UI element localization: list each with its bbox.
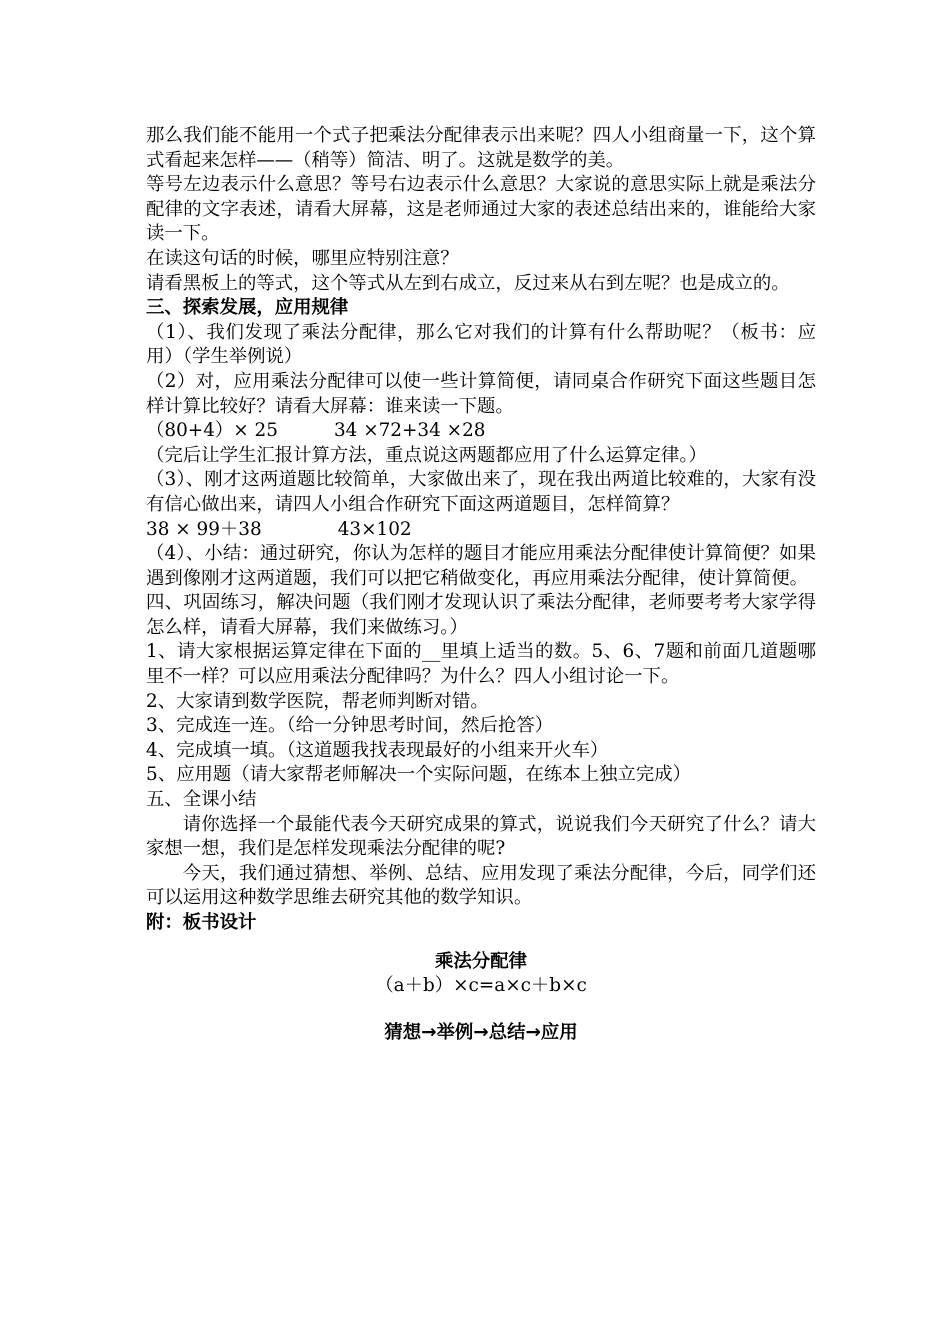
expression-1a: （80+4）× 25 — [146, 420, 278, 442]
step-2: （2）对，应用乘法分配律可以使一些计算简便，请同桌合作研究下面这些题目怎样计算比较好？请看大屏幕：谁来读一下题。 — [146, 370, 816, 417]
expression-row-1 — [146, 419, 816, 444]
exercise-3: 3、完成连一连。（给一分钟思考时间，然后抢答） — [146, 715, 554, 737]
section-heading-3: 三、探索发展，应用规律 — [146, 297, 349, 319]
paragraph-equation-meaning: 等号左边表示什么意思？等号右边表示什么意思？大家说的意思实际上就是乘法分配律的文字表述，请看大屏幕，这是老师通过大家的表述总结出来的，谁能给大家读一下。 — [146, 174, 816, 245]
step-1: （1）、我们发现了乘法分配律，那么它对我们的计算有什么帮助呢？（板书：应用）（学生举例说） — [146, 321, 816, 368]
exercise-4: 4、完成填一填。（这道题我找表现最好的小组来开火车） — [146, 739, 609, 761]
summary-paragraph-2: 今天，我们通过猜想、举例、总结、应用发现了乘法分配律，今后，同学们还可以运用这种数学思维去研究其他的数学知识。 — [146, 862, 816, 909]
section-heading-5: 五、全课小结 — [146, 789, 257, 811]
board-formula: （a＋b）×c=a×c＋b×c — [375, 975, 587, 997]
board-steps: 猜想→举例→总结→应用 — [384, 1021, 578, 1043]
exercise-1: 1、请大家根据运算定律在下面的__里填上适当的数。5、6、7题和前面几道题哪里不一样？可以应用乘法分配律吗？为什么？四人小组讨论一下。 — [146, 641, 816, 688]
paragraph-formula-intro: 那么我们能不能用一个式子把乘法分配律表示出来呢？四人小组商量一下，这个算式看起来怎样——（稍等）简洁、明了。这就是数学的美。 — [146, 125, 816, 171]
expression-row-2 — [146, 518, 816, 543]
step-2-note: （完后让学生汇报计算方法，重点说这两题都应用了什么运算定律。） — [146, 444, 707, 466]
expression-2a: 38 × 99＋38 — [146, 518, 262, 540]
document-page — [146, 124, 816, 1045]
blackboard-design — [146, 950, 816, 1046]
expression-1b: 34 ×72+34 ×28 — [333, 420, 486, 442]
expression-2b: 43×102 — [337, 518, 412, 540]
paragraph-blackboard-equation: 请看黑板上的等式，这个等式从左到右成立，反过来从右到左呢？也是成立的。 — [146, 272, 790, 294]
board-title: 乘法分配律 — [435, 950, 527, 972]
paragraph-reading-attention: 在读这句话的时候，哪里应特别注意？ — [146, 247, 459, 269]
step-4: （4）、小结：通过研究，你认为怎样的题目才能应用乘法分配律使计算简便？如果遇到像刚才这两道题，我们可以把它稍做变化，再应用乘法分配律，使计算简便。 — [146, 543, 816, 589]
section-heading-4: 四、巩固练习，解决问题（我们刚才发现认识了乘法分配律，老师要考考大家学得怎么样，请看大屏幕，我们来做练习。） — [146, 592, 816, 638]
appendix-heading: 附：板书设计 — [146, 912, 257, 933]
exercise-2: 2、大家请到数学医院，帮老师判断对错。 — [146, 690, 489, 712]
exercise-5: 5、应用题（请大家帮老师解决一个实际问题，在练本上独立完成） — [146, 764, 692, 786]
summary-paragraph-1: 请你选择一个最能代表今天研究成果的算式，说说我们今天研究了什么？请大家想一想，我们是怎样发现乘法分配律的呢? — [146, 813, 816, 860]
step-3: （3）、刚才这两道题比较简单，大家做出来了，现在我出两道比较难的，大家有没有信心做出来，请四人小组合作研究下面这两道题目，怎样简算？ — [146, 469, 816, 515]
